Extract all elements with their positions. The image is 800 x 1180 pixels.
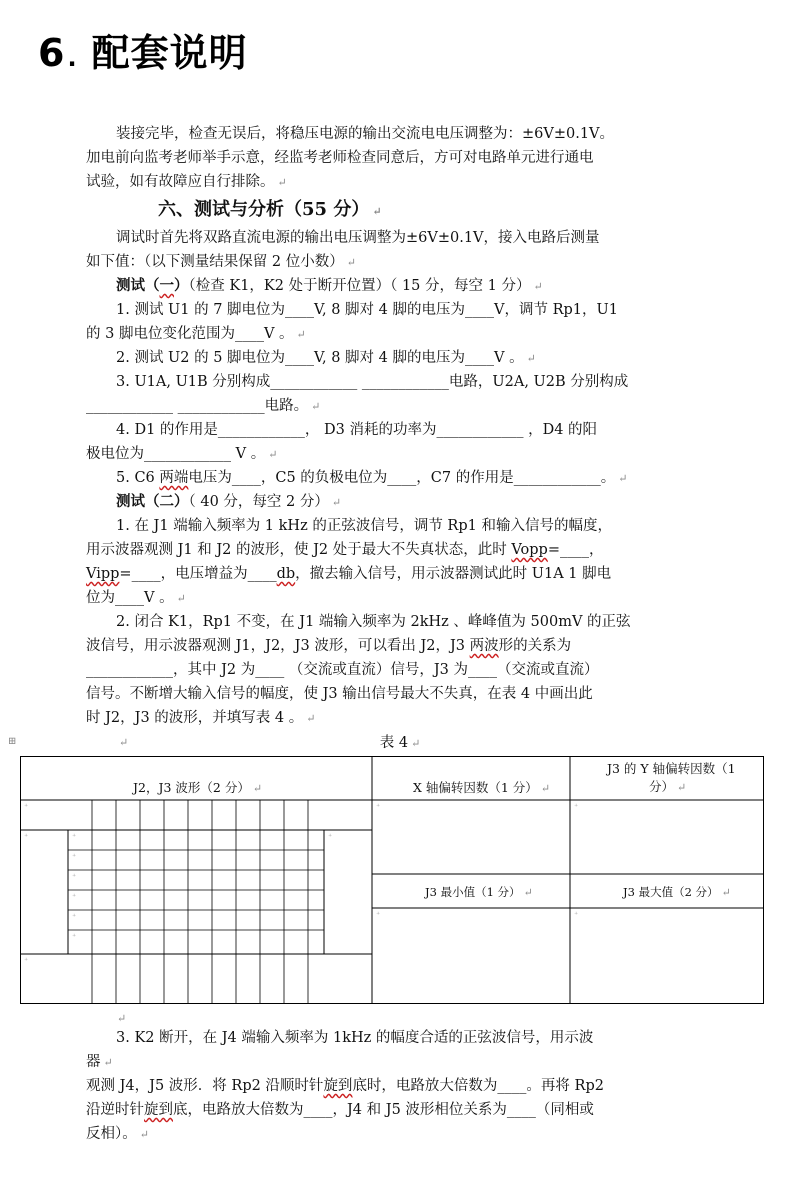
paragraph-mark-icon: ↵	[346, 256, 356, 269]
test1-q2: 2. 测试 U2 的 5 脚电位为____V, 8 脚对 4 脚的电压为____V 。 ↵	[116, 350, 536, 366]
paragraph-mark-icon: ↵	[268, 448, 278, 461]
heading-title: 配套说明	[91, 31, 248, 75]
test2-q1d: 位为____V 。 ↵	[86, 590, 186, 606]
paragraph-mark-icon: ↵	[176, 592, 186, 605]
paragraph-mark-icon: ↵	[411, 737, 421, 750]
paragraph-mark-icon: ↵	[331, 496, 342, 509]
cell-mark-icon: ⁺	[24, 956, 29, 965]
test1-q4a: 4. D1 的作用是____________， D3 消耗的功率为____________ ，D4 的阳	[116, 422, 598, 438]
paragraph-mark-icon: ↵	[117, 1012, 127, 1025]
paragraph-mark-icon: ↵	[103, 1056, 113, 1069]
test2-q1b: 用示波器观测 J1 和 J2 的波形，使 J2 处于最大不失真状态，此时 Vopp=____，	[86, 542, 604, 558]
paragraph-mark-icon: ↵	[139, 1128, 149, 1141]
q3-line2: 器 ↵	[86, 1054, 113, 1070]
section6-title: 六、测试与分析（55 分） ↵	[158, 199, 382, 220]
table4-col3-header-line1: J3 的 Y 轴偏转因数（1	[607, 761, 736, 776]
para1-line1: 装接完毕，检查无误后，将稳压电源的输出交流电电压调整为：±6V±0.1V。	[116, 126, 615, 142]
q3-line3: 观测 J4，J5 波形．将 Rp2 沿顺时针旋到底时，电路放大倍数为____。再将 Rp2	[86, 1078, 604, 1094]
test2-q2a: 2. 闭合 K1，Rp1 不变，在 J1 端输入频率为 2kHz 、峰峰值为 500mV 的正弦	[116, 614, 631, 630]
paragraph-mark-icon: ↵	[119, 736, 129, 749]
q3-line1: 3. K2 断开，在 J4 端输入频率为 1kHz 的幅度合适的正弦波信号，用示波	[116, 1030, 594, 1046]
test2-q2c: ____________，其中 J2 为____ （交流或直流）信号，J3 为____（交流或直流）	[86, 662, 599, 678]
paragraph-mark-icon: ↵	[296, 328, 306, 341]
table4-col3-header-line2: 分） ↵	[649, 779, 687, 794]
cell-mark-icon: ⁺	[574, 910, 579, 919]
cell-mark-icon: ⁺	[328, 832, 333, 841]
test2-q2e: 时 J2，J3 的波形，并填写表 4 。 ↵	[86, 710, 316, 726]
intro-line1: 调试时首先将双路直流电源的输出电压调整为±6V±0.1V，接入电路后测量	[116, 230, 600, 246]
cell-mark-icon: ⁺	[24, 832, 29, 841]
test1-q3b: ____________ ____________电路。 ↵	[86, 398, 321, 414]
test2-q1a: 1. 在 J1 端输入频率为 1 kHz 的正弦波信号，调节 Rp1 和输入信号的幅度，	[116, 518, 612, 534]
paragraph-mark-icon: ↵	[677, 781, 687, 794]
test1-label: 测试（一）（检查 K1，K2 处于断开位置）（ 15 分，每空 1 分） ↵	[116, 277, 543, 294]
test1-q4b: 极电位为____________ V 。 ↵	[86, 446, 278, 462]
table4	[20, 756, 764, 1004]
q3-line4: 沿逆时针旋到底，电路放大倍数为____，J4 和 J5 波形相位关系为____（同相或	[86, 1102, 594, 1118]
cell-mark-icon: ⁺	[72, 932, 77, 941]
test1-q1b: 的 3 脚电位变化范围为____V 。 ↵	[86, 326, 306, 342]
table4-col1-header: J2，J3 波形（2 分） ↵	[133, 780, 263, 795]
table-anchor-icon: ⊞	[8, 736, 17, 747]
paragraph-mark-icon: ↵	[523, 886, 533, 899]
cell-mark-icon: ⁺	[376, 802, 381, 811]
paragraph-mark-icon: ↵	[533, 280, 543, 293]
paragraph-mark-icon: ↵	[540, 782, 551, 795]
heading-dot: .	[67, 44, 78, 72]
cell-mark-icon: ⁺	[72, 852, 77, 861]
oscilloscope-grid	[68, 800, 324, 1004]
table4-min-label: J3 最小值（1 分） ↵	[425, 885, 533, 899]
paragraph-mark-icon: ↵	[526, 352, 536, 365]
paragraph-mark-icon: ↵	[618, 472, 628, 485]
paragraph-mark-icon: ↵	[306, 712, 316, 725]
paragraph-mark-icon: ↵	[721, 886, 731, 899]
cell-mark-icon: ⁺	[72, 872, 77, 881]
intro-line2: 如下值：（以下测量结果保留 2 位小数） ↵	[86, 254, 356, 270]
paragraph-mark-icon: ↵	[277, 176, 287, 189]
section-heading	[38, 22, 248, 77]
cell-mark-icon: ⁺	[24, 802, 29, 811]
test1-q3a: 3. U1A, U1B 分别构成____________ ____________电路，U2A, U2B 分别构成	[116, 374, 629, 390]
para1-line3: 试验，如有故障应自行排除。 ↵	[86, 174, 287, 190]
test2-q1c: Vipp=____，电压增益为____db，撤去输入信号，用示波器测试此时 U1A 1 脚电	[86, 566, 612, 582]
cell-mark-icon: ⁺	[72, 832, 77, 841]
cell-mark-icon: ⁺	[72, 892, 77, 901]
document-body	[86, 122, 706, 754]
table4-caption: 表 4 ↵	[379, 735, 421, 751]
cell-mark-icon: ⁺	[72, 912, 77, 921]
test2-label: 测试（二）（ 40 分，每空 2 分） ↵	[116, 493, 342, 510]
paragraph-mark-icon: ↵	[372, 205, 382, 218]
paragraph-mark-icon: ↵	[252, 782, 263, 795]
question3	[86, 1012, 706, 1146]
paragraph-mark-icon: ↵	[311, 400, 321, 413]
cell-mark-icon: ⁺	[574, 802, 579, 811]
test2-q2b: 波信号，用示波器观测 J1，J2，J3 波形，可以看出 J2，J3 两波形的关系为	[86, 638, 572, 654]
test1-q5: 5. C6 两端电压为____，C5 的负极电位为____，C7 的作用是____________。 ↵	[116, 470, 628, 486]
heading-number: 6	[38, 31, 66, 75]
test1-q1a: 1. 测试 U1 的 7 脚电位为____V, 8 脚对 4 脚的电压为____V，调节 Rp1，U1	[116, 302, 618, 318]
table4-max-label: J3 最大值（2 分） ↵	[623, 885, 731, 899]
test2-q2d: 信号。不断增大输入信号的幅度，使 J3 输出信号最大不失真，在表 4 中画出此	[86, 686, 593, 702]
q3-line5: 反相）。 ↵	[86, 1126, 149, 1142]
cell-mark-icon: ⁺	[376, 910, 381, 919]
table4-col2-header: X 轴偏转因数（1 分） ↵	[413, 780, 551, 795]
para1-line2: 加电前向监考老师举手示意，经监考老师检查同意后，方可对电路单元进行通电	[86, 150, 594, 166]
